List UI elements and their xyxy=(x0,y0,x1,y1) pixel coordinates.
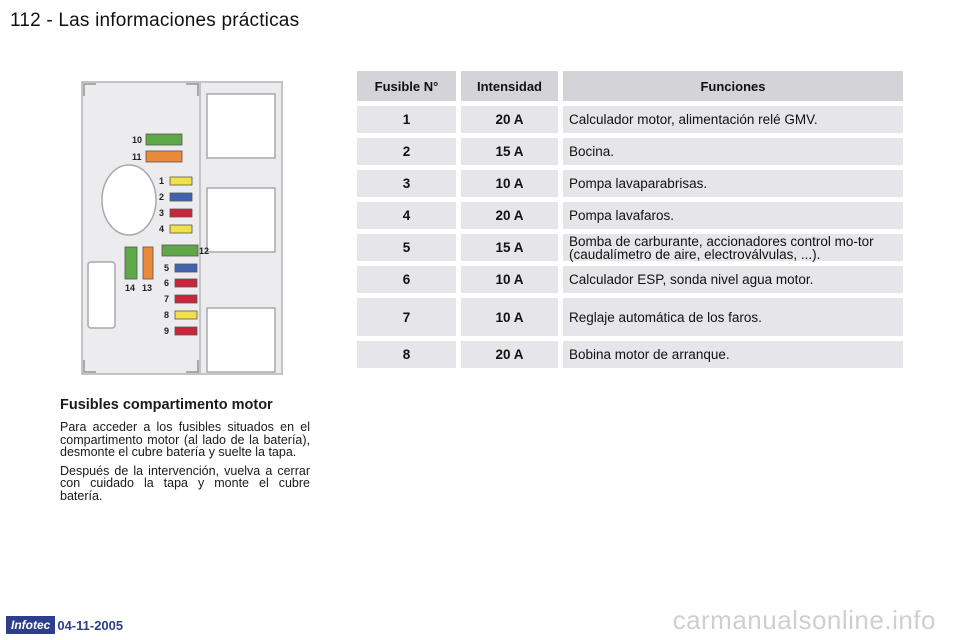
engine-fuses-section xyxy=(60,398,310,508)
fuse-2 xyxy=(170,193,192,201)
fuse-1 xyxy=(170,177,192,185)
fuse-14 xyxy=(125,247,137,279)
fuse-table xyxy=(352,66,908,373)
fuse-label-11: 11 xyxy=(132,152,142,162)
fuse-number: 6 xyxy=(357,266,456,293)
fuse-function: Calculador ESP, sonda nivel agua motor. xyxy=(563,266,903,293)
fuse-number: 8 xyxy=(357,341,456,368)
fuse-number: 1 xyxy=(357,106,456,133)
table-row xyxy=(357,341,903,368)
fuse-number: 3 xyxy=(357,170,456,197)
fuse-function: Reglaje automática de los faros. xyxy=(563,298,903,336)
fuse-function: Pompa lavaparabrisas. xyxy=(563,170,903,197)
fuse-amperage: 20 A xyxy=(461,341,558,368)
section-paragraph: Después de la intervención, vuelva a cerrar con cuidado la tapa y monte el cubre batería. xyxy=(60,463,310,503)
fuse-4 xyxy=(170,225,192,233)
fuse-amperage: 15 A xyxy=(461,234,558,261)
fuse-number: 2 xyxy=(357,138,456,165)
fuse-label-3: 3 xyxy=(159,208,165,218)
fuse-label-1: 1 xyxy=(159,176,165,186)
fuse-amperage: 20 A xyxy=(461,106,558,133)
fuse-function: Bomba de carburante, accionadores control mo-tor (caudalímetro de aire, electroválvulas, ...). xyxy=(563,234,903,261)
fuse-amperage: 10 A xyxy=(461,298,558,336)
column-header-amperage: Intensidad xyxy=(461,71,558,101)
table-row xyxy=(357,106,903,133)
fuse-function: Bocina. xyxy=(563,138,903,165)
column-header-fuse: Fusible N° xyxy=(357,71,456,101)
fuse-label-9: 9 xyxy=(164,326,170,336)
fuse-box-diagram xyxy=(80,80,288,378)
table-row xyxy=(357,298,903,336)
fuse-function: Bobina motor de arranque. xyxy=(563,341,903,368)
table-row xyxy=(357,234,903,261)
fuse-9 xyxy=(175,327,197,335)
fuse-3 xyxy=(170,209,192,217)
fuse-6 xyxy=(175,279,197,287)
footer xyxy=(6,616,123,634)
fuse-label-4: 4 xyxy=(159,224,165,234)
page-title: 112 - Las informaciones prácticas xyxy=(10,10,300,31)
fuse-7 xyxy=(175,295,197,303)
fuse-label-5: 5 xyxy=(164,263,170,273)
fuse-label-10: 10 xyxy=(132,135,143,145)
fuse-amperage: 20 A xyxy=(461,202,558,229)
fuse-function: Pompa lavafaros. xyxy=(563,202,903,229)
column-header-functions: Funciones xyxy=(563,71,903,101)
fuse-label-2: 2 xyxy=(159,192,165,202)
fuse-11 xyxy=(146,151,182,162)
fuse-label-6: 6 xyxy=(164,278,170,288)
fuse-number: 4 xyxy=(357,202,456,229)
table-row xyxy=(357,266,903,293)
fuse-label-13: 13 xyxy=(142,283,153,293)
watermark: carmanualsonline.info xyxy=(672,605,936,635)
fuse-label-8: 8 xyxy=(164,310,170,320)
fuse-function: Calculador motor, alimentación relé GMV. xyxy=(563,106,903,133)
table-header-row xyxy=(357,71,903,101)
fuse-amperage: 10 A xyxy=(461,170,558,197)
section-title: Fusibles compartimento motor xyxy=(60,397,273,413)
section-paragraph: Para acceder a los fusibles situados en el compartimento motor (al lado de la batería), desmonte el cubre batería y suelte la tapa. xyxy=(60,420,310,459)
footer-date: 04-11-2005 xyxy=(57,617,124,633)
fuse-13 xyxy=(143,247,153,279)
fuse-label-7: 7 xyxy=(164,294,170,304)
fuse-5 xyxy=(175,264,197,272)
fuse-label-14: 14 xyxy=(125,283,136,293)
fuse-number: 5 xyxy=(357,234,456,261)
table-row xyxy=(357,202,903,229)
table-row xyxy=(357,170,903,197)
fuse-amperage: 15 A xyxy=(461,138,558,165)
fuse-number: 7 xyxy=(357,298,456,336)
fuse-label-12: 12 xyxy=(199,246,210,256)
table-row xyxy=(357,138,903,165)
fuse-12 xyxy=(162,245,198,256)
brand-logo: Infotec xyxy=(6,616,55,634)
fuse-8 xyxy=(175,311,197,319)
fuse-10 xyxy=(146,134,182,145)
fuse-amperage: 10 A xyxy=(461,266,558,293)
